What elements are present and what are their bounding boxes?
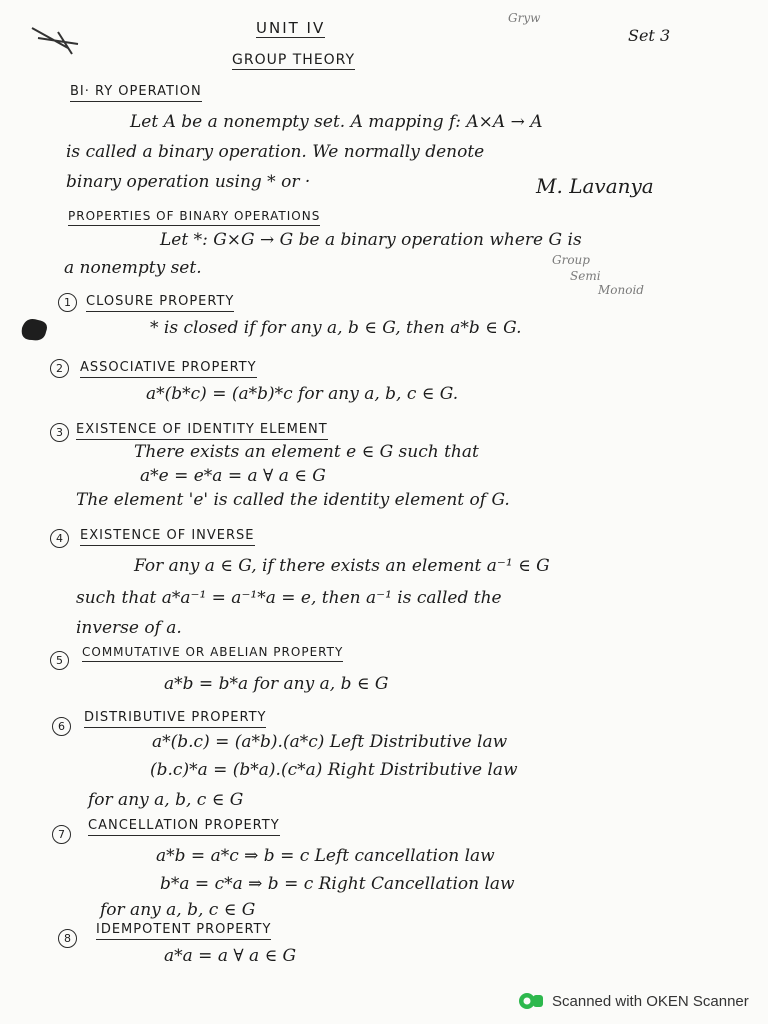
property-line: For any a ∈ G, if there exists an element a⁻¹ ∈ G <box>134 556 550 576</box>
scanner-text: Scanned with OKEN Scanner <box>552 992 749 1010</box>
properties-heading: PROPERTIES OF BINARY OPERATIONS <box>68 208 320 226</box>
property-line: a*b = b*a for any a, b ∈ G <box>164 674 389 694</box>
set-label: Set 3 <box>628 26 671 45</box>
property-line: inverse of a. <box>76 618 182 638</box>
property-number: 6 <box>52 717 71 736</box>
properties-line-2: a nonempty set. <box>64 258 202 278</box>
property-line: a*a = a ∀ a ∈ G <box>164 946 297 966</box>
property-line: for any a, b, c ∈ G <box>100 900 256 920</box>
binary-operation-heading: BI· RY OPERATION <box>70 84 202 102</box>
property-line: b*a = c*a ⇒ b = c Right Cancellation law <box>160 874 515 894</box>
page-title: GROUP THEORY <box>232 52 356 68</box>
property-title: ASSOCIATIVE PROPERTY <box>80 360 257 378</box>
property-title: EXISTENCE OF INVERSE <box>80 528 255 546</box>
property-line: a*e = e*a = a ∀ a ∈ G <box>140 466 326 486</box>
property-line: (b.c)*a = (b*a).(c*a) Right Distributive law <box>150 760 518 780</box>
property-title: IDEMPOTENT PROPERTY <box>96 922 271 940</box>
properties-line-1: Let *: G×G → G be a binary operation where G is <box>160 230 582 250</box>
side-note-semi: Semi <box>570 269 601 283</box>
property-title: CLOSURE PROPERTY <box>86 294 234 312</box>
property-line: There exists an element e ∈ G such that <box>134 442 479 462</box>
property-number: 1 <box>58 293 77 312</box>
property-number: 7 <box>52 825 71 844</box>
property-title: CANCELLATION PROPERTY <box>88 818 280 836</box>
property-line: a*(b*c) = (a*b)*c for any a, b, c ∈ G. <box>146 384 459 404</box>
side-note-group: Group <box>552 253 590 267</box>
author-signature: M. Lavanya <box>536 174 654 198</box>
property-line: for any a, b, c ∈ G <box>88 790 244 810</box>
binary-line-2: is called a binary operation. We normally denote <box>66 142 485 162</box>
property-number: 4 <box>50 529 69 548</box>
property-number: 5 <box>50 651 69 670</box>
scanner-watermark <box>518 990 749 1012</box>
unit-heading: UNIT IV <box>256 19 326 37</box>
ink-blot-mark <box>14 312 54 346</box>
property-title: DISTRIBUTIVE PROPERTY <box>84 710 266 728</box>
top-note: Gryw <box>508 11 541 25</box>
side-note-monoid: Monoid <box>598 283 644 297</box>
property-number: 2 <box>50 359 69 378</box>
pen-scribble-mark <box>28 18 88 58</box>
property-title: COMMUTATIVE OR ABELIAN PROPERTY <box>82 644 343 662</box>
property-line: a*(b.c) = (a*b).(a*c) Left Distributive law <box>152 732 508 752</box>
property-title: EXISTENCE OF IDENTITY ELEMENT <box>76 422 328 440</box>
binary-line-1: Let A be a nonempty set. A mapping f: A×A → A <box>130 112 543 132</box>
property-number: 3 <box>50 423 69 442</box>
oken-scanner-logo-icon <box>518 990 544 1012</box>
binary-line-3: binary operation using * or · <box>66 172 311 192</box>
property-line: * is closed if for any a, b ∈ G, then a*b ∈ G. <box>150 318 522 338</box>
property-line: such that a*a⁻¹ = a⁻¹*a = e, then a⁻¹ is called the <box>76 588 502 608</box>
property-number: 8 <box>58 929 77 948</box>
property-line: a*b = a*c ⇒ b = c Left cancellation law <box>156 846 495 866</box>
property-line: The element 'e' is called the identity element of G. <box>76 490 510 510</box>
